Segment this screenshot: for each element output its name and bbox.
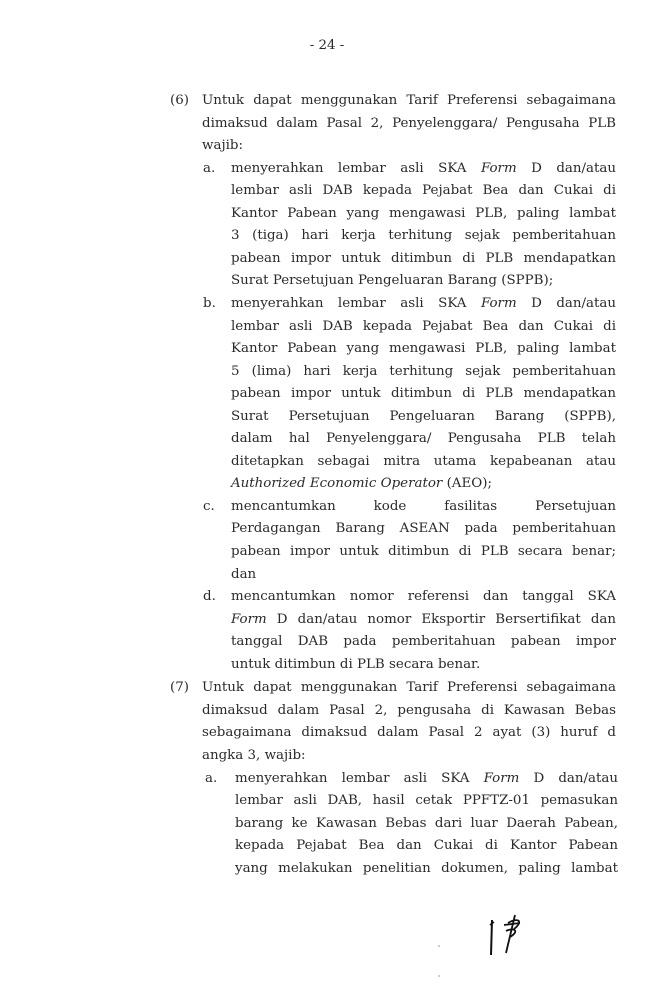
text-line bbox=[231, 542, 616, 562]
text-segment: lembar asli DAB, hasil cetak PPFTZ-01 pemasukan bbox=[235, 793, 618, 809]
text-line bbox=[202, 723, 616, 743]
text-line bbox=[231, 497, 616, 517]
text-segment: menyerahkan lembar asli SKA bbox=[231, 160, 481, 176]
text-segment: Untuk dapat menggunakan Tarif Preferensi sebagaimana bbox=[202, 680, 616, 696]
italic-term: Form bbox=[483, 770, 520, 786]
text-segment: kepada Pejabat Bea dan Cukai di Kantor Pabean bbox=[235, 838, 618, 854]
text-line bbox=[235, 814, 618, 834]
text-segment: pabean impor untuk ditimbun di PLB mendapatkan bbox=[231, 250, 616, 266]
italic-term: Form bbox=[231, 611, 267, 627]
italic-term: Form bbox=[480, 295, 517, 311]
text-segment: barang ke Kawasan Bebas dari luar Daerah Pabean, bbox=[235, 815, 618, 831]
text-segment: yang melakukan penelitian dokumen, paling lambat bbox=[235, 860, 618, 876]
scan-speck bbox=[438, 975, 440, 977]
text-line bbox=[202, 701, 616, 721]
text-line bbox=[202, 136, 616, 156]
text-segment: Untuk dapat menggunakan Tarif Preferensi sebagaimana bbox=[202, 93, 616, 108]
item-letter: a. bbox=[205, 770, 218, 786]
text-segment: Perdagangan Barang ASEAN pada pemberitahuan bbox=[231, 521, 616, 537]
text-line bbox=[231, 294, 616, 314]
text-line bbox=[231, 271, 616, 291]
scan-speck bbox=[438, 945, 440, 947]
text-segment: D dan/atau nomor Eksportir Bersertifikat dan bbox=[266, 611, 616, 627]
paragraph-number: (6) bbox=[170, 93, 189, 108]
text-segment: lembar asli DAB kepada Pejabat Bea dan Cukai di bbox=[231, 318, 616, 334]
text-line bbox=[235, 769, 618, 789]
italic-term: Authorized Economic Operator bbox=[231, 476, 443, 492]
text-line bbox=[231, 317, 616, 337]
text-line bbox=[231, 204, 616, 224]
text-segment: mencantumkan kode fasilitas Persetujuan bbox=[231, 498, 616, 514]
text-segment: D dan/atau bbox=[516, 160, 616, 176]
text-segment: dalam hal Penyelenggara/ Pengusaha PLB telah bbox=[231, 431, 616, 447]
text-segment: menyerahkan lembar asli SKA bbox=[231, 295, 481, 311]
text-line bbox=[231, 407, 616, 427]
text-line bbox=[231, 565, 616, 585]
text-segment: Surat Persetujuan Pengeluaran Barang (SPPB); bbox=[231, 273, 554, 289]
text-line bbox=[202, 746, 616, 766]
text-segment: Kantor Pabean yang mengawasi PLB, paling lambat bbox=[231, 205, 616, 221]
text-segment: menyerahkan lembar asli SKA bbox=[235, 770, 484, 786]
text-line bbox=[231, 362, 616, 382]
text-line bbox=[202, 678, 616, 698]
text-line bbox=[202, 114, 616, 134]
text-line bbox=[235, 791, 618, 811]
text-line bbox=[235, 836, 618, 856]
item-letter: a. bbox=[203, 160, 216, 176]
text-line bbox=[202, 91, 616, 111]
text-segment: untuk ditimbun di PLB secara benar. bbox=[231, 656, 481, 672]
text-segment: dimaksud dalam Pasal 2, pengusaha di Kawasan Bebas bbox=[202, 702, 616, 718]
signature-initials bbox=[470, 905, 550, 965]
text-line bbox=[231, 384, 616, 404]
text-segment: Surat Persetujuan Pengeluaran Barang (SPPB), bbox=[231, 408, 616, 424]
text-segment: dan bbox=[231, 566, 257, 582]
text-line bbox=[235, 859, 618, 879]
text-segment: angka 3, wajib: bbox=[202, 747, 306, 763]
italic-term: Form bbox=[480, 160, 517, 176]
text-line bbox=[231, 226, 616, 246]
text-segment: D dan/atau bbox=[516, 295, 616, 311]
text-segment: pabean impor untuk ditimbun di PLB secara benar; bbox=[231, 544, 616, 559]
text-segment: tanggal DAB pada pemberitahuan pabean impor bbox=[231, 634, 616, 650]
text-segment: Kantor Pabean yang mengawasi PLB, paling lambat bbox=[231, 341, 616, 357]
text-line bbox=[231, 181, 616, 201]
item-letter: b. bbox=[203, 295, 216, 311]
text-line bbox=[231, 339, 616, 359]
text-segment: wajib: bbox=[202, 138, 243, 154]
text-segment: dimaksud dalam Pasal 2, Penyelenggara/ Pengusaha PLB bbox=[202, 115, 616, 131]
text-line bbox=[231, 610, 616, 630]
page-number: - 24 - bbox=[309, 38, 345, 53]
text-line bbox=[231, 587, 616, 607]
text-segment: sebagaimana dimaksud dalam Pasal 2 ayat (3) huruf d bbox=[202, 725, 616, 741]
item-letter: d. bbox=[203, 589, 216, 605]
text-line bbox=[231, 159, 616, 179]
text-segment: 3 (tiga) hari kerja terhitung sejak pemberitahuan bbox=[231, 228, 616, 244]
text-segment: mencantumkan nomor referensi dan tanggal SKA bbox=[231, 589, 616, 605]
text-line bbox=[231, 655, 616, 675]
paragraph-number: (7) bbox=[170, 680, 189, 696]
text-segment: (AEO); bbox=[442, 476, 492, 492]
text-segment: lembar asli DAB kepada Pejabat Bea dan Cukai di bbox=[231, 183, 616, 199]
item-letter: c. bbox=[203, 498, 215, 514]
text-line bbox=[231, 519, 616, 539]
text-segment: D dan/atau bbox=[519, 770, 618, 786]
text-line bbox=[231, 249, 616, 269]
text-line bbox=[231, 452, 616, 472]
text-line bbox=[231, 632, 616, 652]
text-segment: ditetapkan sebagai mitra utama kepabeanan atau bbox=[231, 453, 616, 469]
text-line bbox=[231, 429, 616, 449]
text-segment: pabean impor untuk ditimbun di PLB mendapatkan bbox=[231, 386, 616, 402]
text-line bbox=[231, 474, 616, 494]
text-segment: 5 (lima) hari kerja terhitung sejak pemberitahuan bbox=[231, 363, 616, 379]
